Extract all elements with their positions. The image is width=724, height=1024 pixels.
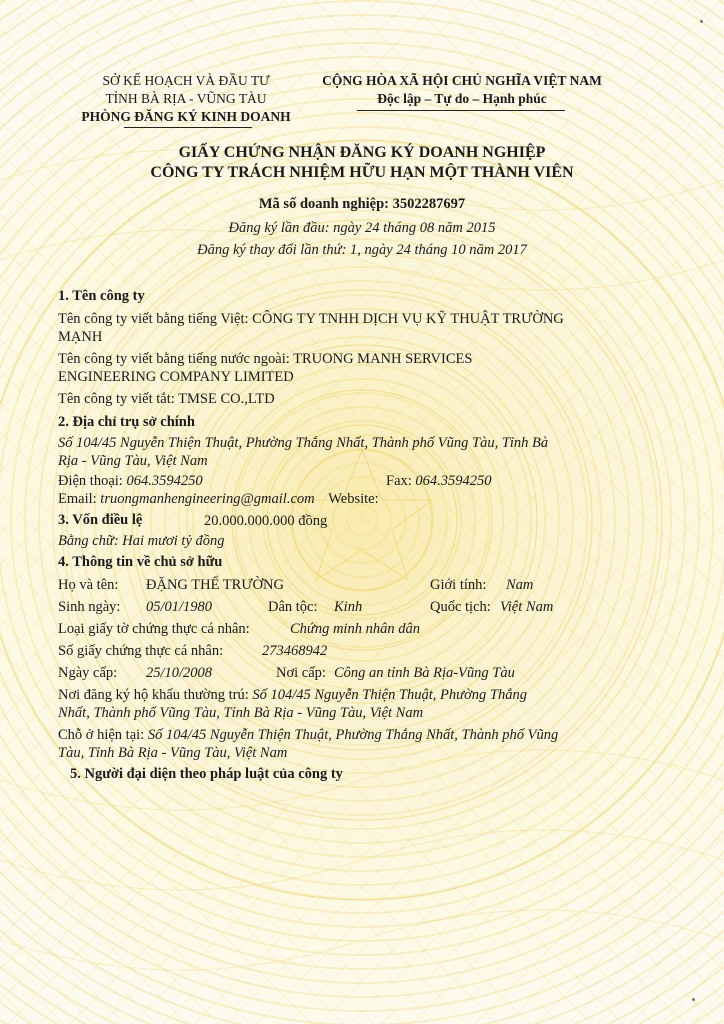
- permanent-residence-row: [58, 686, 527, 704]
- email-row: [58, 490, 379, 508]
- authority-line-1: SỞ KẾ HOẠCH VÀ ĐẦU TƯ: [102, 73, 270, 88]
- owner-ethnic-value: Kinh: [334, 599, 363, 615]
- permanent-residence-value-cont: Nhất, Thành phố Vũng Tàu, Tỉnh Bà Rịa - Vũng Tàu, Việt Nam: [58, 705, 424, 721]
- head-office-address-line-2: Rịa - Vũng Tàu, Việt Nam: [58, 453, 208, 469]
- scan-speck: [700, 20, 703, 23]
- id-number-value: 273468942: [262, 643, 328, 659]
- company-name-foreign-value-cont: ENGINEERING COMPANY LIMITED: [58, 369, 294, 385]
- id-number-label: Số giấy chứng thực cá nhân:: [58, 643, 224, 659]
- document-title: GIẤY CHỨNG NHẬN ĐĂNG KÝ DOANH NGHIỆP: [178, 144, 546, 161]
- section-2-heading: 2. Địa chỉ trụ sở chính: [58, 414, 195, 430]
- permanent-residence-label: Nơi đăng ký hộ khẩu thường trú:: [58, 687, 249, 703]
- company-name-vn-value: CÔNG TY TNHH DỊCH VỤ KỸ THUẬT TRƯỜNG: [252, 311, 564, 327]
- id-issue-date-value: 25/10/2008: [146, 665, 213, 681]
- company-name-foreign-value: TRUONG MANH SERVICES: [293, 351, 473, 367]
- company-short-name-label: Tên công ty viết tắt:: [58, 391, 175, 407]
- owner-gender-label: Giới tính:: [430, 577, 487, 593]
- section-3-heading: 3. Vốn điều lệ: [58, 512, 143, 528]
- owner-dob-label: Sinh ngày:: [58, 599, 121, 615]
- id-type-label: Loại giấy tờ chứng thực cá nhân:: [58, 621, 250, 637]
- company-name-foreign-label: Tên công ty viết bằng tiếng nước ngoài:: [58, 351, 290, 367]
- national-motto-block: [312, 72, 612, 108]
- motto-underline: [357, 110, 565, 111]
- enterprise-code: Mã số doanh nghiệp: 3502287697: [258, 196, 466, 212]
- current-residence-value: Số 104/45 Nguyễn Thiện Thuật, Phường Thắng Nhất, Thành phố Vũng: [147, 727, 559, 743]
- change-registration-date: Đăng ký thay đổi lần thứ: 1, ngày 24 tháng 10 năm 2017: [197, 242, 527, 258]
- scan-speck: [692, 998, 695, 1001]
- authority-line-2: TỈNH BÀ RỊA - VŨNG TÀU: [105, 91, 267, 106]
- email-label: Email:: [58, 491, 97, 507]
- charter-capital-value: 20.000.000.000 đồng: [204, 513, 328, 529]
- head-office-address-line-1: Số 104/45 Nguyễn Thiện Thuật, Phường Thắng Nhất, Thành phố Vũng Tàu, Tỉnh Bà: [58, 435, 549, 451]
- current-residence-value-cont: Tàu, Tỉnh Bà Rịa - Vũng Tàu, Việt Nam: [58, 745, 288, 761]
- phone-row: [58, 472, 203, 490]
- company-name-foreign-row: [58, 350, 472, 368]
- authority-line-3: PHÒNG ĐĂNG KÝ KINH DOANH: [81, 109, 291, 124]
- id-issue-place-value: Công an tỉnh Bà Rịa-Vũng Tàu: [334, 665, 515, 681]
- phone-label: Điện thoại:: [58, 473, 123, 489]
- fax-label: Fax:: [386, 473, 412, 489]
- owner-gender-value: Nam: [506, 577, 534, 593]
- authority-underline: [124, 127, 252, 128]
- company-short-name-value: TMSE CO.,LTD: [178, 391, 275, 407]
- company-short-name-row: [58, 390, 275, 408]
- permanent-residence-value: Số 104/45 Nguyễn Thiện Thuật, Phường Thắng: [252, 687, 527, 703]
- owner-dob-value: 05/01/1980: [146, 599, 213, 615]
- first-registration-date: Đăng ký lần đầu: ngày 24 tháng 08 năm 2015: [228, 220, 496, 236]
- issuing-authority-block: [66, 72, 306, 126]
- phone-value: 064.3594250: [126, 473, 203, 489]
- owner-name-value: ĐẶNG THẾ TRƯỜNG: [146, 577, 284, 593]
- section-5-heading: 5. Người đại diện theo pháp luật của công ty: [70, 766, 343, 782]
- owner-ethnic-label: Dân tộc:: [268, 599, 318, 615]
- company-name-vn-label: Tên công ty viết bằng tiếng Việt:: [58, 311, 249, 327]
- owner-name-label: Họ và tên:: [58, 577, 119, 593]
- website-label: Website:: [328, 491, 379, 507]
- fax-row: [386, 472, 492, 490]
- section-4-heading: 4. Thông tin về chủ sở hữu: [58, 554, 223, 570]
- motto: Độc lập – Tự do – Hạnh phúc: [377, 91, 547, 106]
- republic-name: CỘNG HÒA XÃ HỘI CHỦ NGHĨA VIỆT NAM: [322, 73, 602, 88]
- owner-nationality-label: Quốc tịch:: [430, 599, 491, 615]
- id-issue-place-label: Nơi cấp:: [276, 665, 326, 681]
- id-issue-date-label: Ngày cấp:: [58, 665, 118, 681]
- id-type-value: Chứng minh nhân dân: [290, 621, 420, 637]
- email-value: truongmanhengineering@gmail.com: [100, 491, 315, 507]
- company-name-vn-value-cont: MẠNH: [58, 329, 103, 345]
- charter-capital-in-words: Bằng chữ: Hai mươi tỷ đồng: [58, 533, 225, 549]
- fax-value: 064.3594250: [415, 473, 492, 489]
- section-1-heading: 1. Tên công ty: [58, 288, 145, 304]
- current-residence-label: Chỗ ở hiện tại:: [58, 727, 145, 743]
- company-type-title: CÔNG TY TRÁCH NHIỆM HỮU HẠN MỘT THÀNH VIÊN: [150, 164, 574, 181]
- company-name-vn-row: [58, 310, 564, 328]
- current-residence-row: [58, 726, 558, 744]
- owner-nationality-value: Việt Nam: [500, 599, 554, 615]
